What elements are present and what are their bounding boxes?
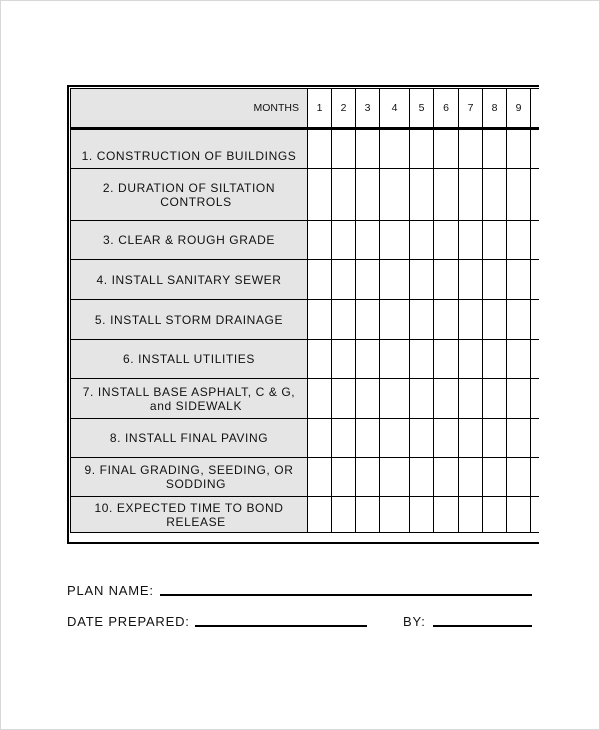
task-label <box>71 300 308 340</box>
task-number: 2. <box>102 180 115 195</box>
task-label-line1 <box>71 273 307 287</box>
month-cell[interactable] <box>356 129 380 169</box>
month-cell[interactable] <box>410 260 434 300</box>
task-number: 1. <box>81 149 93 163</box>
task-label <box>71 260 308 300</box>
task-label-line2: SODDING <box>165 477 227 491</box>
month-cell[interactable] <box>356 300 380 340</box>
month-cell[interactable] <box>459 169 483 221</box>
month-header-8: 8 <box>483 89 507 129</box>
month-cell[interactable] <box>410 497 434 533</box>
table-edge <box>531 419 540 458</box>
construction-schedule-table <box>70 88 539 533</box>
task-number: 7. <box>82 384 94 399</box>
task-row <box>71 300 540 340</box>
task-label <box>71 458 308 497</box>
month-cell[interactable] <box>410 129 434 169</box>
task-row <box>71 221 540 260</box>
month-cell[interactable] <box>410 300 434 340</box>
month-cell[interactable] <box>507 300 531 340</box>
task-text: INSTALL STORM DRAINAGE <box>110 312 284 327</box>
task-row <box>71 419 540 458</box>
task-label-line2: RELEASE <box>166 514 226 529</box>
month-cell[interactable] <box>356 260 380 300</box>
month-cell[interactable] <box>459 221 483 260</box>
month-cell[interactable] <box>332 300 356 340</box>
month-cell[interactable] <box>356 340 380 379</box>
table-edge <box>531 89 540 129</box>
task-number: 4. <box>96 272 108 287</box>
month-cell[interactable] <box>483 497 507 533</box>
task-label-line2: and SIDEWALK <box>149 398 243 413</box>
month-cell[interactable] <box>356 458 380 497</box>
month-cell[interactable] <box>332 221 356 260</box>
month-header-6: 6 <box>434 89 459 129</box>
date-prepared-line[interactable] <box>195 625 367 627</box>
month-cell[interactable] <box>483 300 507 340</box>
task-text: DURATION OF SILTATION <box>118 180 276 195</box>
task-row <box>71 129 540 169</box>
month-header-1: 1 <box>308 89 332 129</box>
month-cell[interactable] <box>356 169 380 221</box>
month-cell[interactable] <box>410 340 434 379</box>
task-number: 5. <box>94 312 107 327</box>
header-row <box>71 89 540 129</box>
month-cell[interactable] <box>332 260 356 300</box>
task-number: 3. <box>103 233 115 247</box>
month-cell[interactable] <box>332 340 356 379</box>
task-label-line1 <box>71 313 307 327</box>
month-cell[interactable] <box>459 260 483 300</box>
month-header-5: 5 <box>410 89 434 129</box>
task-row <box>71 458 540 497</box>
month-header-4: 4 <box>380 89 410 129</box>
task-text: CONSTRUCTION OF BUILDINGS <box>96 149 297 163</box>
month-cell[interactable] <box>380 260 410 300</box>
task-text: INSTALL SANITARY SEWER <box>111 272 282 287</box>
month-cell[interactable] <box>459 379 483 419</box>
task-label <box>71 497 308 533</box>
month-cell[interactable] <box>507 379 531 419</box>
month-cell[interactable] <box>332 419 356 458</box>
month-cell[interactable] <box>507 458 531 497</box>
month-cell[interactable] <box>356 379 380 419</box>
task-label <box>71 169 308 221</box>
task-row <box>71 340 540 379</box>
month-cell[interactable] <box>483 379 507 419</box>
month-cell[interactable] <box>380 340 410 379</box>
task-label-line1 <box>71 233 307 247</box>
month-cell[interactable] <box>507 419 531 458</box>
month-cell[interactable] <box>332 129 356 169</box>
month-cell[interactable] <box>483 458 507 497</box>
month-cell[interactable] <box>483 340 507 379</box>
task-label <box>71 129 308 169</box>
task-row <box>71 497 540 533</box>
month-cell[interactable] <box>410 221 434 260</box>
month-cell[interactable] <box>434 169 459 221</box>
table-edge <box>531 379 540 419</box>
month-cell[interactable] <box>380 497 410 533</box>
month-cell[interactable] <box>332 497 356 533</box>
task-label-line2: CONTROLS <box>160 194 232 209</box>
month-cell[interactable] <box>483 129 507 169</box>
task-label <box>71 419 308 458</box>
task-text: INSTALL FINAL PAVING <box>125 431 269 445</box>
task-label <box>71 340 308 379</box>
month-cell[interactable] <box>507 221 531 260</box>
task-row <box>71 169 540 221</box>
month-cell[interactable] <box>380 221 410 260</box>
task-number: 8. <box>109 431 122 445</box>
table-edge <box>531 260 540 300</box>
table-edge <box>531 458 540 497</box>
task-label-line1 <box>71 181 307 195</box>
month-cell[interactable] <box>410 169 434 221</box>
month-cell[interactable] <box>308 340 332 379</box>
month-header-2: 2 <box>332 89 356 129</box>
month-cell[interactable] <box>483 419 507 458</box>
month-cell[interactable] <box>459 129 483 169</box>
month-cell[interactable] <box>380 300 410 340</box>
table-edge <box>531 129 540 169</box>
month-cell[interactable] <box>507 260 531 300</box>
task-text: CLEAR & ROUGH GRADE <box>118 233 275 247</box>
month-cell[interactable] <box>308 497 332 533</box>
month-cell[interactable] <box>434 458 459 497</box>
task-label-line1 <box>71 431 307 445</box>
month-cell[interactable] <box>308 260 332 300</box>
task-text: INSTALL UTILITIES <box>138 352 256 366</box>
month-cell[interactable] <box>308 169 332 221</box>
month-cell[interactable] <box>434 260 459 300</box>
month-cell[interactable] <box>380 129 410 169</box>
month-cell[interactable] <box>380 169 410 221</box>
table-edge <box>531 221 540 260</box>
month-cell[interactable] <box>507 169 531 221</box>
month-cell[interactable] <box>459 340 483 379</box>
task-label-line1 <box>71 501 307 515</box>
month-cell[interactable] <box>332 379 356 419</box>
month-cell[interactable] <box>410 419 434 458</box>
month-header-7: 7 <box>459 89 483 129</box>
month-cell[interactable] <box>459 458 483 497</box>
task-text: INSTALL BASE ASPHALT, C & G, <box>97 384 296 399</box>
date-prepared-label: DATE PREPARED: <box>67 614 190 629</box>
month-cell[interactable] <box>308 379 332 419</box>
month-cell[interactable] <box>380 458 410 497</box>
table-edge <box>531 340 540 379</box>
task-row <box>71 260 540 300</box>
month-cell[interactable] <box>483 169 507 221</box>
table-edge <box>531 497 540 533</box>
month-cell[interactable] <box>308 458 332 497</box>
month-cell[interactable] <box>459 300 483 340</box>
plan-name-line[interactable] <box>160 594 532 596</box>
month-cell[interactable] <box>380 419 410 458</box>
task-number: 6. <box>122 352 135 366</box>
month-cell[interactable] <box>332 169 356 221</box>
month-cell[interactable] <box>507 340 531 379</box>
task-label-line1 <box>71 352 307 366</box>
month-cell[interactable] <box>410 458 434 497</box>
month-cell[interactable] <box>507 497 531 533</box>
month-header-9: 9 <box>507 89 531 129</box>
table-edge <box>531 169 540 221</box>
month-cell[interactable] <box>332 458 356 497</box>
month-cell[interactable] <box>434 340 459 379</box>
month-cell[interactable] <box>459 497 483 533</box>
month-cell[interactable] <box>434 129 459 169</box>
task-label <box>71 221 308 260</box>
by-label: BY: <box>403 614 426 629</box>
month-cell[interactable] <box>380 379 410 419</box>
month-cell[interactable] <box>308 221 332 260</box>
month-cell[interactable] <box>434 300 459 340</box>
month-cell[interactable] <box>434 419 459 458</box>
month-cell[interactable] <box>308 300 332 340</box>
month-cell[interactable] <box>356 419 380 458</box>
month-cell[interactable] <box>308 419 332 458</box>
table-edge <box>531 300 540 340</box>
month-cell[interactable] <box>434 497 459 533</box>
month-cell[interactable] <box>308 129 332 169</box>
by-line[interactable] <box>433 625 532 627</box>
months-header: MONTHS <box>71 89 308 129</box>
task-row <box>71 379 540 419</box>
task-number: 9. <box>84 463 96 477</box>
month-cell[interactable] <box>356 497 380 533</box>
month-cell[interactable] <box>483 260 507 300</box>
month-cell[interactable] <box>459 419 483 458</box>
month-cell[interactable] <box>410 379 434 419</box>
month-cell[interactable] <box>434 221 459 260</box>
plan-name-label: PLAN NAME: <box>67 583 154 598</box>
month-header-3: 3 <box>356 89 380 129</box>
task-label-line1 <box>71 385 307 399</box>
month-cell[interactable] <box>507 129 531 169</box>
month-cell[interactable] <box>356 221 380 260</box>
task-number: 10. <box>94 500 113 515</box>
task-text: EXPECTED TIME TO BOND <box>116 500 284 515</box>
month-cell[interactable] <box>434 379 459 419</box>
task-label-line1 <box>71 149 307 163</box>
task-label <box>71 379 308 419</box>
task-text: FINAL GRADING, SEEDING, OR <box>99 463 294 477</box>
task-label-line1 <box>71 463 307 477</box>
month-cell[interactable] <box>483 221 507 260</box>
